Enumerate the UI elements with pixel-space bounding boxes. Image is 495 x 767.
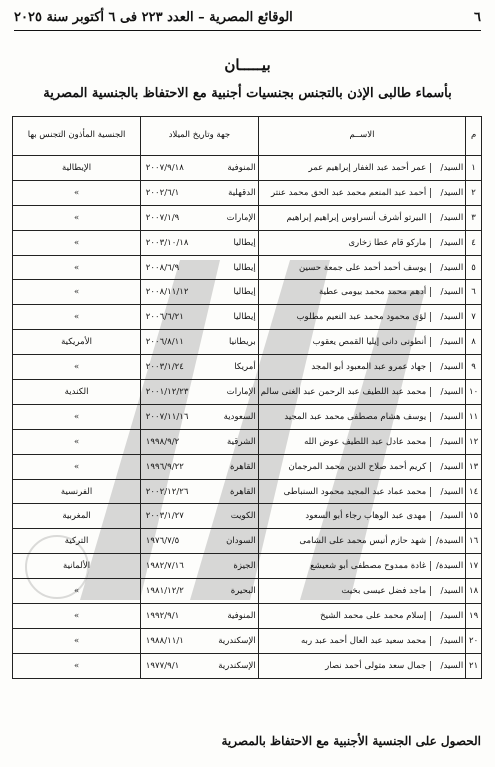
- running-title: الوقائع المصرية – العدد ٢٢٣ فى ٦ أكتوبر سنة ٢٠٢٥: [14, 9, 293, 25]
- table-row: [13, 205, 482, 230]
- row-number: ١٧: [466, 554, 482, 579]
- table-row: [13, 305, 482, 330]
- nationality: الكندية: [13, 380, 141, 405]
- table-row: [13, 529, 482, 554]
- birth-cell: [141, 529, 259, 554]
- applicant-name-cell: [258, 404, 465, 429]
- nationality: »: [13, 628, 141, 653]
- birth-cell: [141, 305, 259, 330]
- nationality: الفرنسية: [13, 479, 141, 504]
- birth-place: الدقهلية: [228, 187, 256, 198]
- applicant-name-cell: [258, 504, 465, 529]
- table-row: [13, 604, 482, 629]
- applicant-name: أدهم محمد محمد بيومى عطية: [319, 287, 427, 298]
- applicant-name-cell: [258, 554, 465, 579]
- table-row: [13, 404, 482, 429]
- row-number: ١: [466, 156, 482, 181]
- nationality: المغربية: [13, 504, 141, 529]
- birth-date: ٢٠٠٢/١٢/٢٦: [145, 486, 189, 497]
- birth-date: ٢٠٠١/١٢/٢٣: [145, 386, 189, 397]
- applicant-name: غادة ممدوح مصطفى أبو شعيشع: [310, 561, 427, 572]
- col-header-birth: جهة وتاريخ الميلاد: [141, 117, 259, 156]
- birth-place: الإسكندرية: [218, 660, 256, 671]
- birth-date: ٢٠٠٦/٦/٢١: [145, 312, 184, 323]
- nationality: »: [13, 305, 141, 330]
- honorific: السيد/: [430, 287, 463, 297]
- applicant-name-cell: [258, 604, 465, 629]
- col-header-num: م: [466, 117, 482, 156]
- nationality: »: [13, 180, 141, 205]
- birth-date: ٢٠٠٣/١/٢٤: [145, 362, 184, 373]
- applicant-name: إسلام محمد على محمد الشيخ: [320, 610, 427, 621]
- honorific: السيد/: [430, 362, 463, 372]
- honorific: السيد/: [430, 487, 463, 497]
- birth-cell: [141, 156, 259, 181]
- nationality: »: [13, 454, 141, 479]
- birth-date: ٢٠٠٢/٦/١: [145, 187, 180, 198]
- applicant-name: محمد سعيد عبد العال أحمد عبد ربه: [300, 635, 427, 646]
- applicant-name: البيرتو أشرف أنسراوس إبراهيم إبراهيم: [286, 212, 427, 223]
- honorific: السيد/: [430, 163, 463, 173]
- birth-date: ١٩٩٦/٩/٢٢: [145, 461, 184, 472]
- row-number: ١٤: [466, 479, 482, 504]
- honorific: السيد/: [430, 263, 463, 273]
- applicant-name: أنطونى دانى إيليا القمص يعقوب: [312, 337, 427, 348]
- row-number: ٦: [466, 280, 482, 305]
- honorific: السيد/: [430, 511, 463, 521]
- birth-place: الكويت: [230, 511, 256, 522]
- birth-date: ٢٠٠٧/١١/١٦: [145, 411, 189, 422]
- birth-cell: [141, 180, 259, 205]
- honorific: السيدة/: [430, 536, 463, 546]
- applicant-name-cell: [258, 628, 465, 653]
- birth-cell: [141, 280, 259, 305]
- birth-cell: [141, 230, 259, 255]
- applicant-name-cell: [258, 429, 465, 454]
- row-number: ٤: [466, 230, 482, 255]
- nationality: الأمريكية: [13, 330, 141, 355]
- birth-place: الشرقية: [227, 436, 256, 447]
- applicant-name: محمد عبد اللطيف عبد الرحمن عبد الغنى سالم: [260, 386, 427, 397]
- applicant-name: جهاد عمرو عبد المعبود أبو المجد: [311, 362, 427, 373]
- applicant-name-cell: [258, 180, 465, 205]
- applicant-name: محمد عادل عبد اللطيف عوض الله: [304, 436, 427, 447]
- honorific: السيد/: [430, 437, 463, 447]
- row-number: ٧: [466, 305, 482, 330]
- nationality: الإيطالية: [13, 156, 141, 181]
- honorific: السيد/: [430, 337, 463, 347]
- applicant-name-cell: [258, 230, 465, 255]
- birth-cell: [141, 479, 259, 504]
- honorific: السيد/: [430, 238, 463, 248]
- applicant-name: يوسف أحمد أحمد على جمعة حسين: [299, 262, 427, 273]
- applicant-name-cell: [258, 280, 465, 305]
- nationality: »: [13, 579, 141, 604]
- birth-date: ١٩٨٢/٧/١٦: [145, 561, 184, 572]
- honorific: السيدة/: [430, 561, 463, 571]
- applicant-name: لؤى محمود محمد عبد النعيم مطلوب: [296, 312, 427, 323]
- birth-cell: [141, 653, 259, 678]
- birth-cell: [141, 504, 259, 529]
- table-header-row: [13, 117, 482, 156]
- birth-place: الجيزة: [233, 561, 256, 572]
- applicant-name: مهدى عبد الوهاب رجاء أبو السعود: [305, 511, 427, 522]
- table-row: [13, 180, 482, 205]
- birth-date: ١٩٧٦/٧/٥: [145, 536, 180, 547]
- row-number: ٨: [466, 330, 482, 355]
- row-number: ٥: [466, 255, 482, 280]
- table-row: [13, 454, 482, 479]
- birth-cell: [141, 205, 259, 230]
- row-number: ١١: [466, 404, 482, 429]
- birth-place: القاهرة: [230, 486, 256, 497]
- applicant-name-cell: [258, 205, 465, 230]
- birth-cell: [141, 429, 259, 454]
- nationality: »: [13, 280, 141, 305]
- table-row: [13, 579, 482, 604]
- table-row: [13, 280, 482, 305]
- birth-place: الإسكندرية: [218, 635, 256, 646]
- applicant-name: شهد حازم أنيس محمد على الشامى: [299, 536, 427, 547]
- table-row: [13, 479, 482, 504]
- birth-place: السعودية: [223, 411, 256, 422]
- birth-place: الإمارات: [226, 386, 256, 397]
- table-row: [13, 380, 482, 405]
- row-number: ١٦: [466, 529, 482, 554]
- honorific: السيد/: [430, 312, 463, 322]
- birth-place: إيطاليا: [233, 287, 256, 298]
- table-row: [13, 330, 482, 355]
- birth-date: ٢٠٠٣/١٠/١٨: [145, 237, 189, 248]
- table-row: [13, 255, 482, 280]
- applicant-name-cell: [258, 305, 465, 330]
- birth-place: إيطاليا: [233, 262, 256, 273]
- birth-place: البحيرة: [230, 586, 256, 597]
- birth-date: ١٩٨٨/١١/١: [145, 635, 184, 646]
- page-number: ٦: [474, 9, 481, 25]
- row-number: ٩: [466, 355, 482, 380]
- col-header-nationality: الجنسية المأذون التجنس بها: [13, 117, 141, 156]
- birth-cell: [141, 454, 259, 479]
- applicant-name-cell: [258, 454, 465, 479]
- table-row: [13, 554, 482, 579]
- applicant-name-cell: [258, 255, 465, 280]
- birth-cell: [141, 355, 259, 380]
- row-number: ٢١: [466, 653, 482, 678]
- birth-place: القاهرة: [230, 461, 256, 472]
- applicant-name: عمر أحمد عبد الغفار إبراهيم عمر: [308, 162, 427, 173]
- birth-date: ٢٠٠٧/١/٩: [145, 212, 180, 223]
- nationality: التركية: [13, 529, 141, 554]
- row-number: ١٠: [466, 380, 482, 405]
- birth-date: ٢٠٠٣/١/٢٧: [145, 511, 184, 522]
- table-row: [13, 628, 482, 653]
- applicant-name-cell: [258, 380, 465, 405]
- applicant-name-cell: [258, 156, 465, 181]
- table-row: [13, 653, 482, 678]
- row-number: ٢: [466, 180, 482, 205]
- birth-date: ٢٠٠٧/٩/١٨: [145, 162, 184, 173]
- nationality: »: [13, 404, 141, 429]
- birth-place: المنوفية: [227, 610, 256, 621]
- birth-cell: [141, 380, 259, 405]
- birth-place: إيطاليا: [233, 312, 256, 323]
- birth-cell: [141, 579, 259, 604]
- nationality: »: [13, 604, 141, 629]
- applicants-table: [12, 116, 482, 679]
- nationality: »: [13, 205, 141, 230]
- row-number: ١٩: [466, 604, 482, 629]
- birth-cell: [141, 628, 259, 653]
- applicant-name: ماجد فضل عيسى بخيت: [341, 586, 427, 597]
- birth-cell: [141, 404, 259, 429]
- birth-date: ١٩٧٧/٩/١: [145, 660, 180, 671]
- applicant-name-cell: [258, 653, 465, 678]
- birth-cell: [141, 330, 259, 355]
- birth-place: السودان: [226, 536, 256, 547]
- applicant-name: محمد عماد عبد المجيد محمود السنباطى: [283, 486, 427, 497]
- honorific: السيد/: [430, 462, 463, 472]
- birth-date: ١٩٨١/١٢/٢: [145, 586, 184, 597]
- birth-date: ٢٠٠٨/١١/١٢: [145, 287, 189, 298]
- birth-date: ٢٠٠٦/٨/١١: [145, 337, 184, 348]
- birth-cell: [141, 604, 259, 629]
- birth-date: ٢٠٠٨/٦/٩: [145, 262, 180, 273]
- table-row: [13, 429, 482, 454]
- birth-place: المنوفية: [227, 162, 256, 173]
- table-row: [13, 156, 482, 181]
- birth-date: ١٩٩٨/٩/٢: [145, 436, 180, 447]
- row-number: ١٨: [466, 579, 482, 604]
- birth-place: الإمارات: [226, 212, 256, 223]
- table-row: [13, 504, 482, 529]
- row-number: ٣: [466, 205, 482, 230]
- applicant-name: ماركو قام عطا زخارى: [348, 237, 427, 248]
- section-footer-heading: الحصول على الجنسية الأجنبية مع الاحتفاظ بالمصرية: [221, 734, 481, 748]
- document-heading: بيـــــان: [224, 56, 271, 74]
- col-header-name: الاســم: [258, 117, 465, 156]
- nationality: »: [13, 255, 141, 280]
- birth-date: ١٩٩٢/٩/١: [145, 610, 180, 621]
- header-rule: [14, 30, 481, 31]
- honorific: السيد/: [430, 412, 463, 422]
- nationality: »: [13, 653, 141, 678]
- applicant-name: أحمد عبد المنعم محمد عبد الحق محمد عنتر: [271, 187, 427, 198]
- nationality: »: [13, 230, 141, 255]
- row-number: ٢٠: [466, 628, 482, 653]
- document-subheading: بأسماء طالبى الإذن بالتجنس بجنسيات أجنبية مع الاحتفاظ بالجنسية المصرية: [43, 86, 452, 101]
- honorific: السيد/: [430, 636, 463, 646]
- applicant-name-cell: [258, 529, 465, 554]
- row-number: ١٣: [466, 454, 482, 479]
- running-header: [14, 6, 481, 28]
- honorific: السيد/: [430, 188, 463, 198]
- honorific: السيد/: [430, 661, 463, 671]
- nationality: الألمانية: [13, 554, 141, 579]
- row-number: ١٥: [466, 504, 482, 529]
- birth-place: بريطانيا: [228, 337, 256, 348]
- honorific: السيد/: [430, 611, 463, 621]
- birth-cell: [141, 255, 259, 280]
- applicant-name: كريم أحمد صلاح الدين محمد المرجمان: [288, 461, 427, 472]
- birth-place: أمريكا: [234, 362, 256, 373]
- nationality: »: [13, 355, 141, 380]
- honorific: السيد/: [430, 586, 463, 596]
- applicant-name: جمال سعد متولى أحمد نصار: [325, 660, 427, 671]
- applicant-name-cell: [258, 355, 465, 380]
- applicant-name: يوسف هشام مصطفى محمد عبد المجيد: [284, 411, 427, 422]
- applicant-name-cell: [258, 330, 465, 355]
- birth-place: إيطاليا: [233, 237, 256, 248]
- honorific: السيد/: [430, 387, 463, 397]
- applicant-name-cell: [258, 579, 465, 604]
- table-row: [13, 230, 482, 255]
- honorific: السيد/: [430, 213, 463, 223]
- nationality: »: [13, 429, 141, 454]
- birth-cell: [141, 554, 259, 579]
- row-number: ١٢: [466, 429, 482, 454]
- table-row: [13, 355, 482, 380]
- applicant-name-cell: [258, 479, 465, 504]
